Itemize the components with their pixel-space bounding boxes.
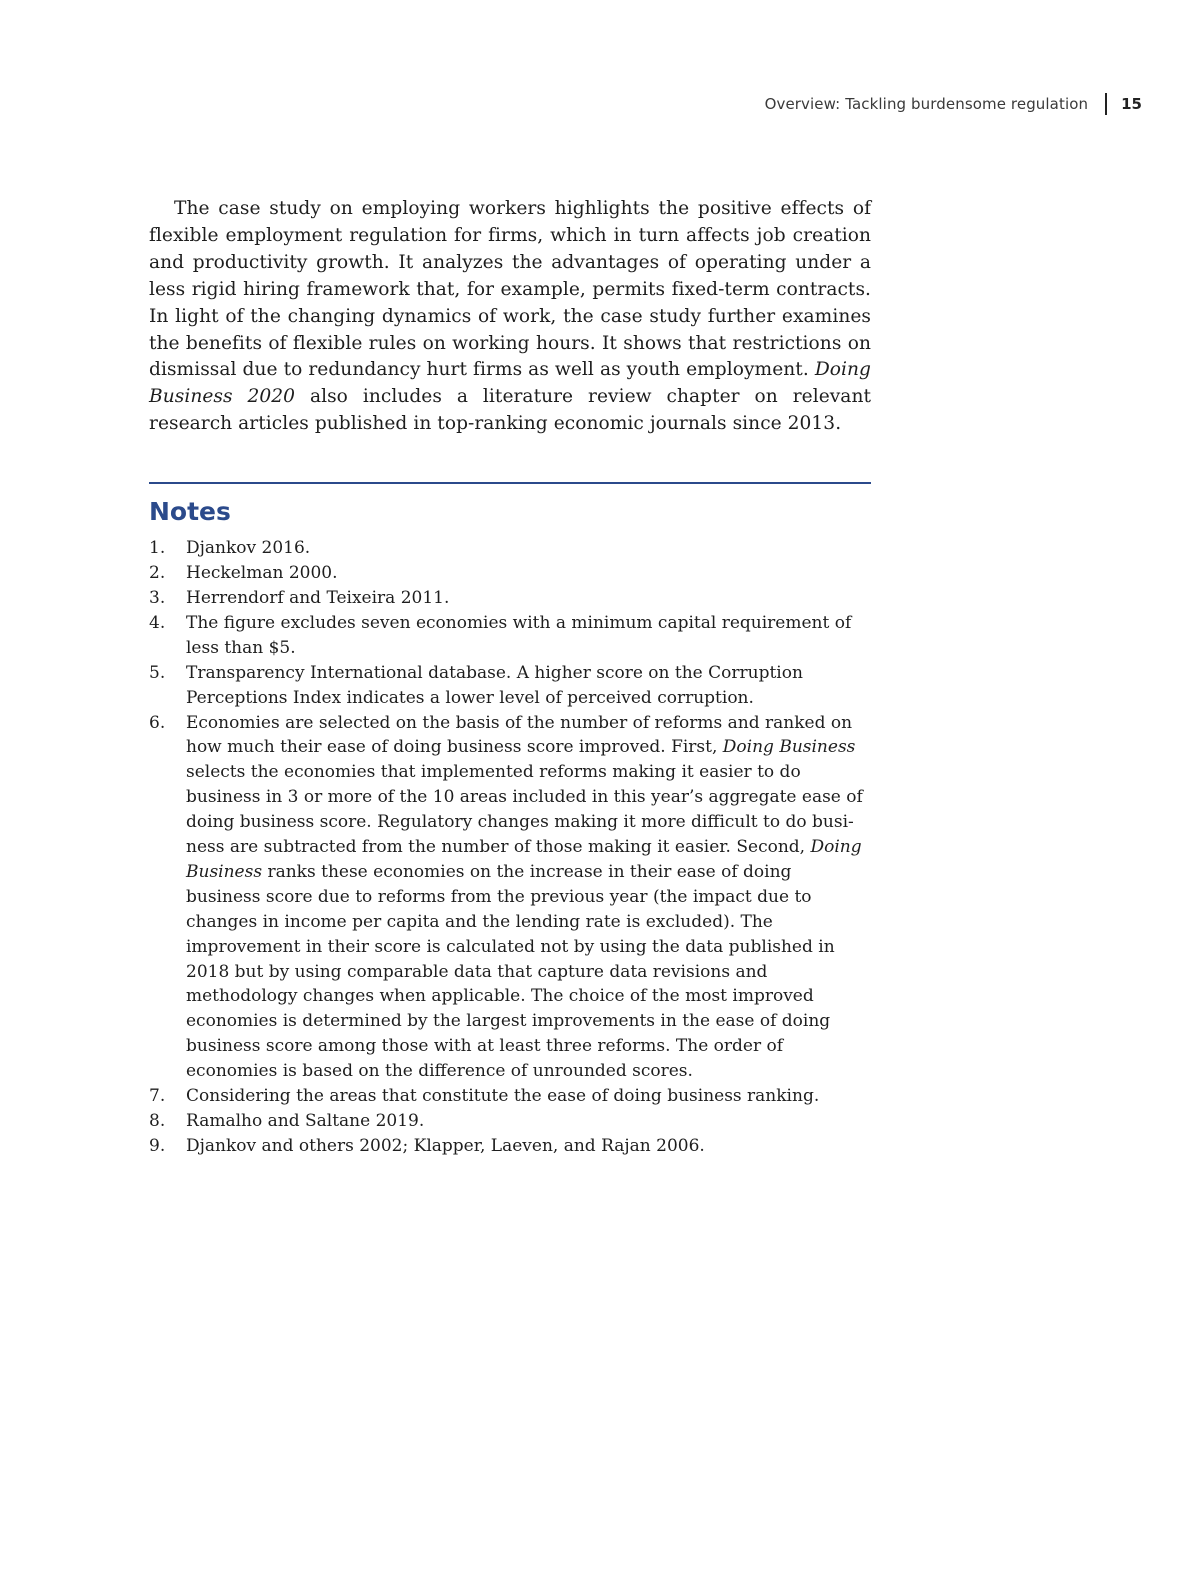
note-number: 3. <box>149 587 166 608</box>
note-number: 4. <box>149 612 166 633</box>
notes-divider <box>149 482 871 484</box>
body-text-italic-title: Doing Business 2020 <box>149 359 871 408</box>
note-text-part-a: Economies are selected on the basis of the number of reforms and ranked on how much their ease of doing business score improved. First, <box>186 712 853 758</box>
notes-heading: Notes <box>149 497 231 527</box>
note-number: 5. <box>149 662 166 683</box>
page-content <box>149 196 871 1159</box>
note-number: 2. <box>149 563 166 584</box>
header-divider <box>1105 93 1107 115</box>
body-paragraph <box>149 196 871 438</box>
note-number: 7. <box>149 1086 166 1107</box>
note-text: Djankov 2016. <box>186 538 311 559</box>
page-number: 15 <box>1121 95 1142 113</box>
note-text: Djankov and others 2002; Klapper, Laeven, and Rajan 2006. <box>186 1135 705 1156</box>
note-item-8 <box>149 1109 871 1134</box>
notes-list <box>149 536 871 1159</box>
note-text <box>186 711 871 1085</box>
note-item-5 <box>149 661 871 711</box>
note-text: Heckelman 2000. <box>186 563 338 584</box>
note-item-6 <box>149 711 871 1085</box>
note-item-4 <box>149 611 871 661</box>
note-text: The figure excludes seven economies with a minimum capital requirement of less than $5. <box>186 612 852 658</box>
note-item-2 <box>149 561 871 586</box>
note-item-3 <box>149 586 871 611</box>
note-text-italic-a: Doing Business <box>722 737 856 758</box>
running-header <box>765 93 1142 115</box>
note-number: 6. <box>149 712 166 733</box>
note-text-part-b: selects the economies that implemented reforms making it easier to do business in 3 or more of the 10 areas included in this year’s aggregate ease of doing business score. Regulatory changes making it more difficult to do business are subtracted from the number of those making it easier. Second, <box>186 762 863 858</box>
note-text: Considering the areas that constitute the ease of doing business ranking. <box>186 1086 820 1107</box>
note-number: 1. <box>149 538 166 559</box>
body-text-part2: also includes a literature review chapter on relevant research articles published in top-ranking economic journals since 2013. <box>149 386 871 435</box>
note-item-7 <box>149 1084 871 1109</box>
note-text: Herrendorf and Teixeira 2011. <box>186 587 450 608</box>
running-header-title: Overview: Tackling burdensome regulation <box>764 95 1089 113</box>
note-item-9 <box>149 1134 871 1159</box>
note-text-part-c: ranks these economies on the increase in their ease of doing business score due to reforms from the previous year (the impact due to changes in income per capita and the lending rate is excluded). The improvement in their score is calculated not by using the data published in 2018 but by using comparable data that capture data revisions and methodology changes when applicable. The choice of the most improved economies is determined by the largest improvements in the ease of doing business score among those with at least three reforms. The order of economies is based on the difference of unrounded scores. <box>186 861 835 1082</box>
note-number: 9. <box>149 1135 166 1156</box>
note-item-1 <box>149 536 871 561</box>
note-text: Transparency International database. A higher score on the Corruption Perceptions Index indicates a lower level of perceived corruption. <box>186 662 803 708</box>
body-text-part1: The case study on employing workers highlights the positive effects of flexible employment regulation for firms, which in turn affects job creation and productivity growth. It analyzes the advantages of operating under a less rigid hiring framework that, for example, permits fixed-term contracts. In light of the changing dynamics of work, the case study further examines the benefits of flexible rules on working hours. It shows that restrictions on dismissal due to redundancy hurt firms as well as youth employment. <box>149 198 871 381</box>
note-text: Ramalho and Saltane 2019. <box>186 1111 425 1131</box>
note-number: 8. <box>149 1111 166 1131</box>
note-text-italic-b: Doing Business <box>186 837 862 882</box>
